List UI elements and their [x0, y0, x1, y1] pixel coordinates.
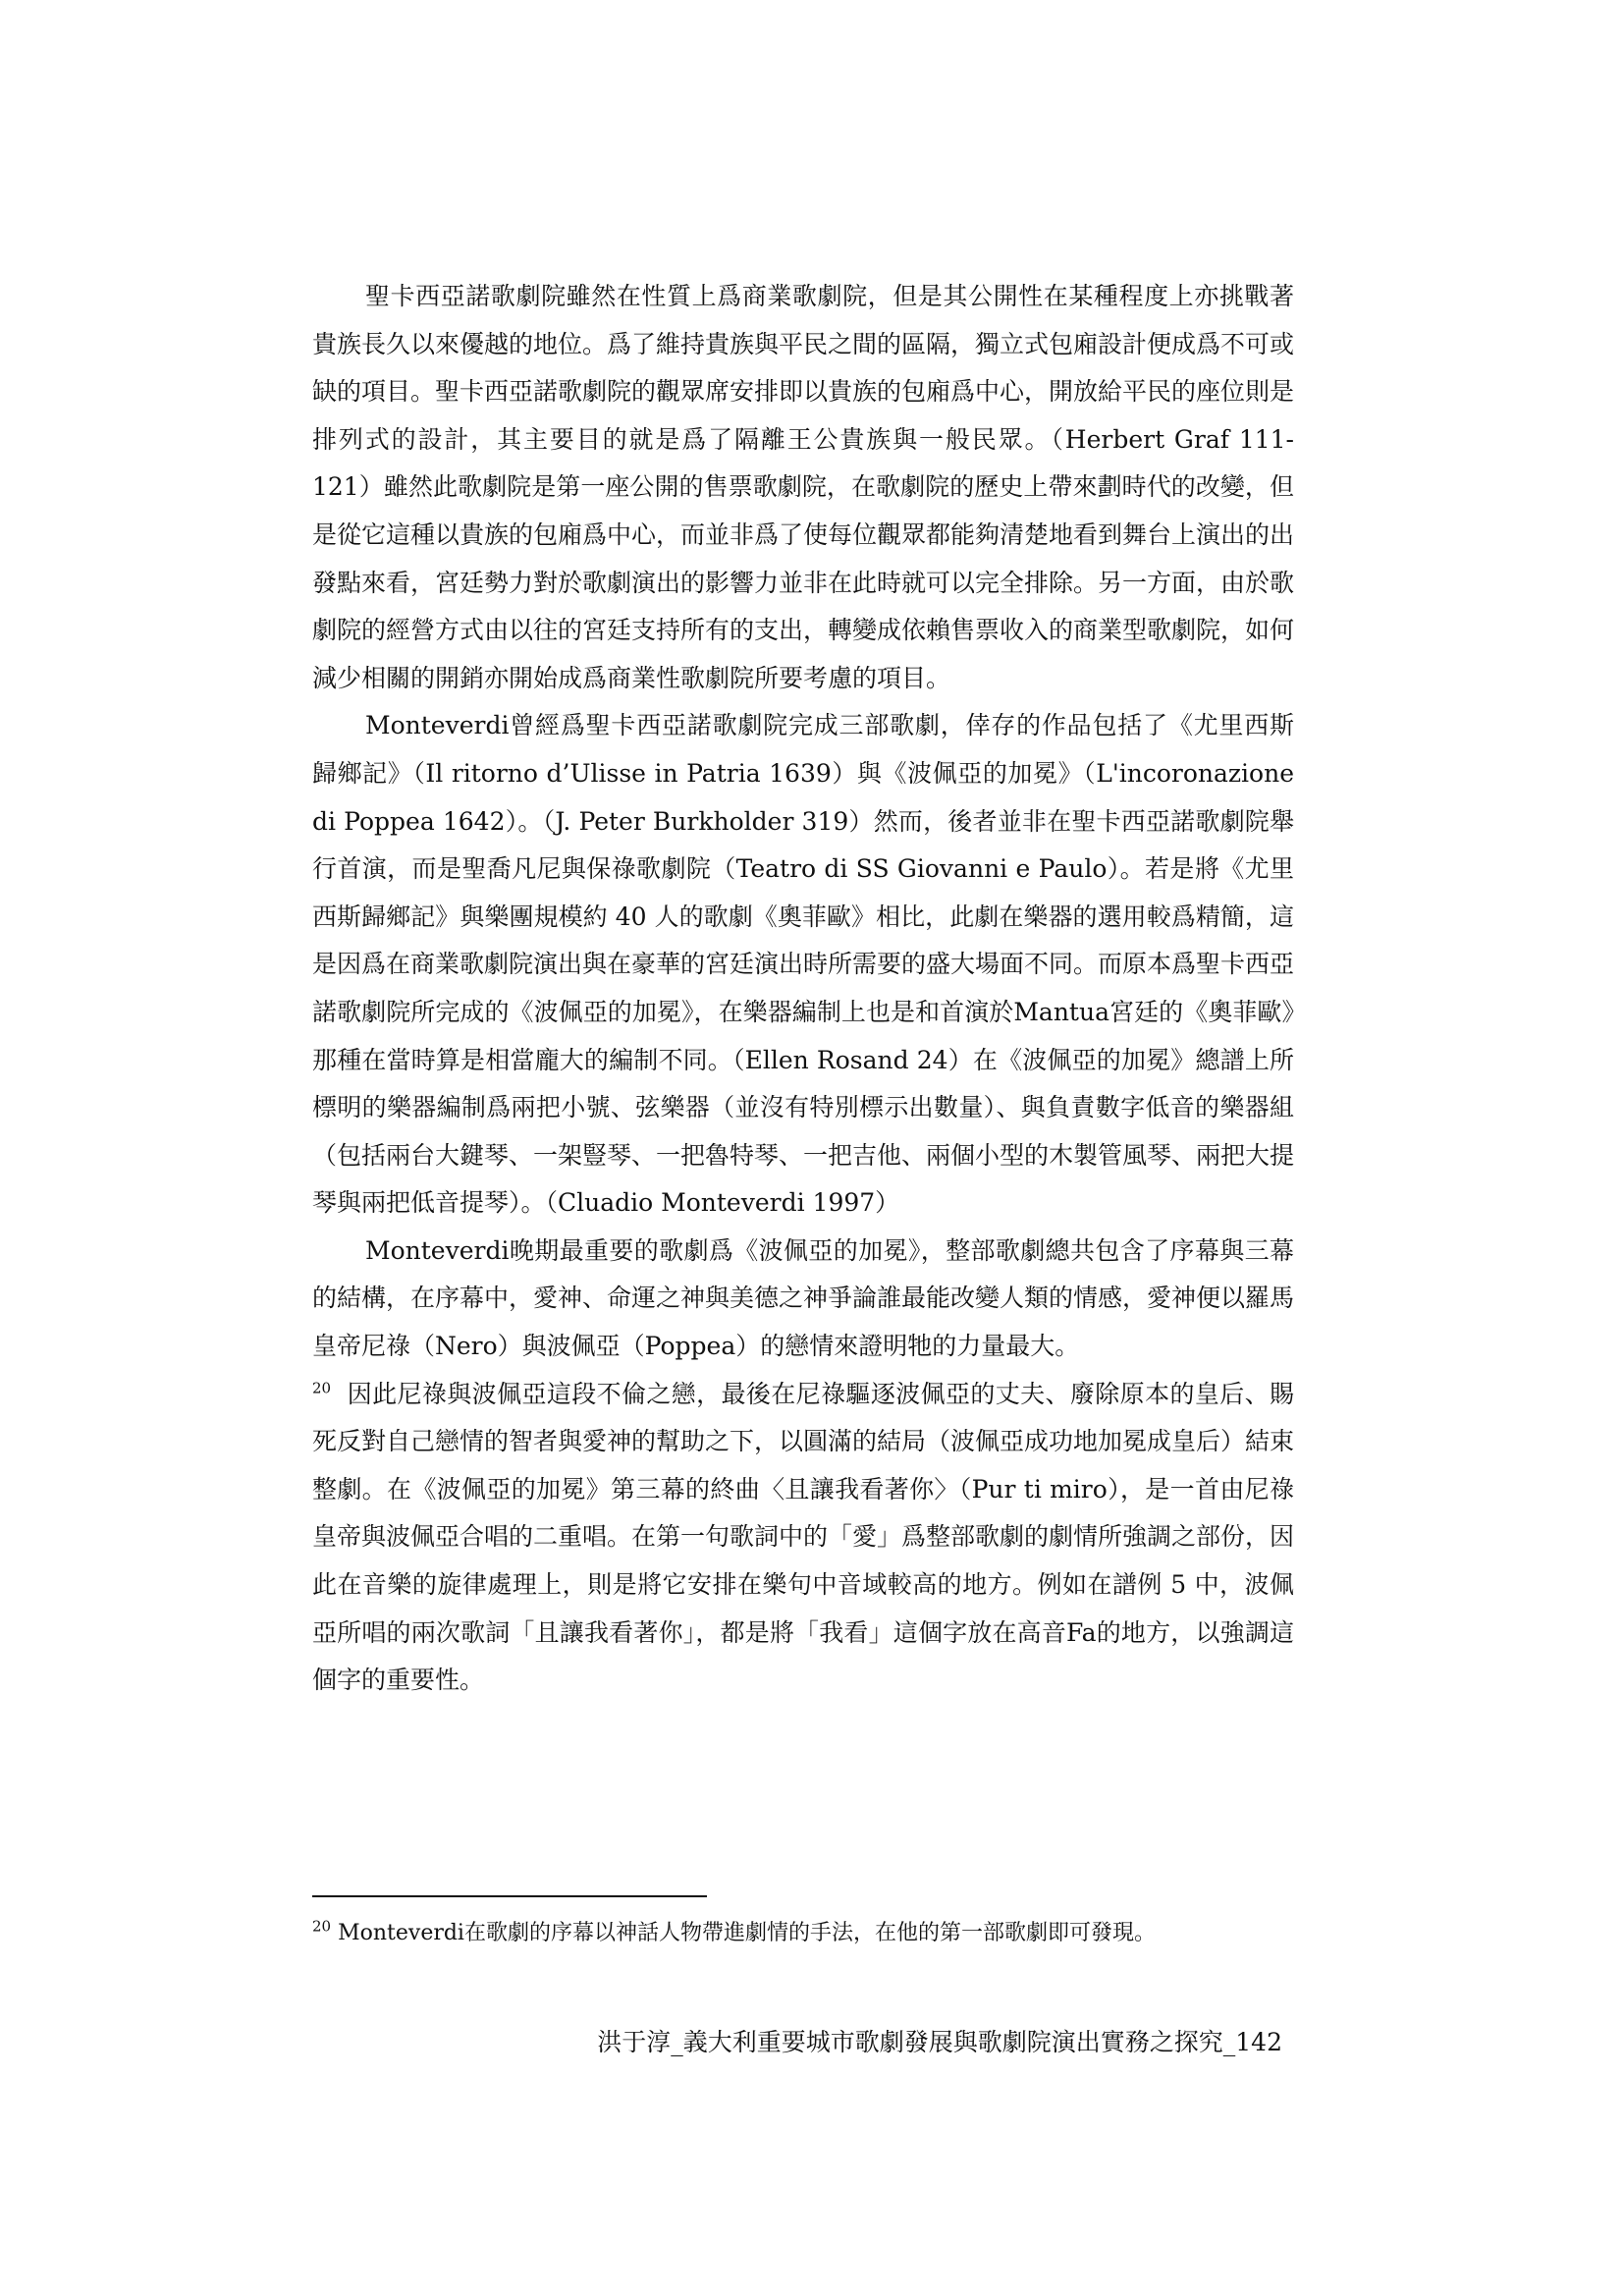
main-text	[312, 273, 1294, 1705]
footnote-divider	[312, 1895, 707, 1897]
paragraph-2: Monteverdi曾經爲聖卡西亞諾歌劇院完成三部歌劇，倖存的作品包括了《尤里西斯歸鄉記》（Il ritorno d’Ulisse in Patria 1639）與《波佩亞的加冕》（L'incoronazione di Poppea 1642）。（J. Peter Burkholder 319）然而，後者並非在聖卡西亞諾歌劇院舉行首演，而是聖喬凡尼與保祿歌劇院（Teatro di SS Giovanni e Paulo）。若是將《尤里西斯歸鄉記》與樂團規模約 40 人的歌劇《奧菲歐》相比，此劇在樂器的選用較爲精簡，這是因爲在商業歌劇院演出與在豪華的宮廷演出時所需要的盛大場面不同。而原本爲聖卡西亞諾歌劇院所完成的《波佩亞的加冕》，在樂器編制上也是和首演於Mantua宮廷的《奧菲歐》那種在當時算是相當龐大的編制不同。（Ellen Rosand 24）在《波佩亞的加冕》總譜上所標明的樂器編制爲兩把小號、弦樂器（並沒有特別標示出數量）、與負責數字低音的樂器組（包括兩台大鍵琴、一架豎琴、一把魯特琴、一把吉他、兩個小型的木製管風琴、兩把大提琴與兩把低音提琴）。（Cluadio Monteverdi 1997）	[312, 711, 1295, 1218]
footnote	[312, 1917, 1294, 1950]
paragraph-3-text: Monteverdi晚期最重要的歌劇爲《波佩亞的加冕》，整部歌劇總共包含了序幕與三幕的結構，在序幕中，愛神、命運之神與美德之神爭論誰最能改變人類的情感，愛神便以羅馬皇帝尼祿（Nero）與波佩亞（Poppea）的戀情來證明牠的力量最大。	[312, 1235, 1295, 1361]
page-footer: 洪于淳_義大利重要城市歌劇發展與歌劇院演出實務之探究_142	[597, 2028, 1282, 2056]
paragraph-3-continued: 因此尼祿與波佩亞這段不倫之戀，最後在尼祿驅逐波佩亞的丈夫、廢除原本的皇后、賜死反對自己戀情的智者與愛神的幫助之下，以圓滿的結局（波佩亞成功地加冕成皇后）結束整劇。在《波佩亞的加冕》第三幕的終曲〈且讓我看著你〉（Pur ti miro），是一首由尼祿皇帝與波佩亞合唱的二重唱。在第一句歌詞中的「愛」爲整部歌劇的劇情所強調之部份，因此在音樂的旋律處理上，則是將它安排在樂句中音域較高的地方。例如在譜例 5 中，波佩亞所唱的兩次歌詞「且讓我看著你」，都是將「我看」這個字放在高音Fa的地方，以強調這個字的重要性。	[312, 1379, 1295, 1695]
footnote-text: Monteverdi在歌劇的序幕以神話人物帶進劇情的手法，在他的第一部歌劇即可發現。	[331, 1921, 1156, 1945]
footnote-reference[interactable]: 20	[312, 1379, 332, 1397]
footnote-number: 20	[312, 1917, 332, 1936]
paragraph-3	[312, 1228, 1294, 1705]
paragraph-1: 聖卡西亞諾歌劇院雖然在性質上爲商業歌劇院，但是其公開性在某種程度上亦挑戰著貴族長久以來優越的地位。爲了維持貴族與平民之間的區隔，獨立式包廂設計便成爲不可或缺的項目。聖卡西亞諾歌劇院的觀眾席安排即以貴族的包廂爲中心，開放給平民的座位則是排列式的設計，其主要目的就是爲了隔離王公貴族與一般民眾。（Herbert Graf 111-121）雖然此歌劇院是第一座公開的售票歌劇院，在歌劇院的歷史上帶來劃時代的改變，但是從它這種以貴族的包廂爲中心，而並非爲了使每位觀眾都能夠清楚地看到舞台上演出的出發點來看，宮廷勢力對於歌劇演出的影響力並非在此時就可以完全排除。另一方面，由於歌劇院的經營方式由以往的宮廷支持所有的支出，轉變成依賴售票收入的商業型歌劇院，如何減少相關的開銷亦開始成爲商業性歌劇院所要考慮的項目。	[312, 282, 1295, 692]
